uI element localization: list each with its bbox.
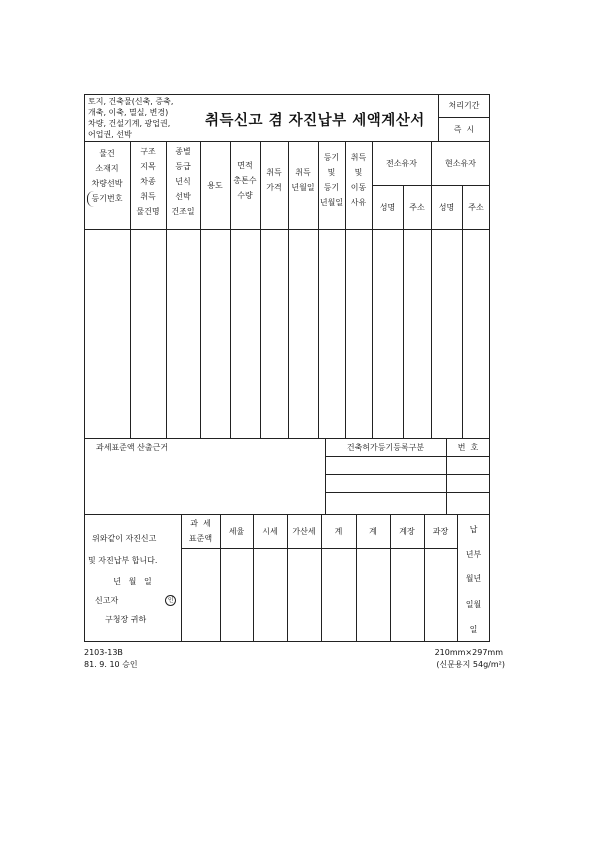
col-area (230, 158, 260, 203)
declaration-line-2: 및 자진납부 합니다. (88, 556, 158, 565)
col-prev-owner-name: 성명 (379, 203, 396, 212)
processing-period-label: 처리기간 (448, 101, 480, 110)
header-category-line-3: 차량, 건설기계, 광업권, (88, 119, 171, 128)
tax-col-standard-line-1: 과 세 (190, 519, 211, 528)
permit-category-label: 건축허가등기등록구분 (346, 443, 425, 452)
col-structure-line-5: 물건명 (136, 207, 160, 216)
col-registration-line-4: 년월일 (319, 198, 344, 207)
processing-period-value: 즉 시 (453, 125, 475, 134)
tax-col-city-tax: 시세 (262, 527, 278, 536)
declarant-label: 신고자 (95, 596, 119, 605)
tax-col-standard (181, 516, 220, 546)
col-registration-line-2: 및 (327, 168, 336, 177)
tax-col-surcharge: 가산세 (292, 527, 316, 536)
col-object-line-1: 물건 (99, 149, 115, 158)
col-object-line-4: 등기번호 (91, 194, 123, 203)
rule-col-11 (431, 141, 432, 438)
col-structure-line-2: 지목 (140, 162, 156, 171)
col-curr-owner-name: 성명 (438, 203, 455, 212)
col-price-line-2: 가격 (266, 183, 282, 192)
col-type-line-3: 년식 (175, 177, 191, 186)
rule-tax-header-bottom (181, 548, 457, 549)
paper-type: (신문용지 54g/m²) (436, 660, 505, 669)
col-prev-owner-address: 주소 (409, 203, 425, 212)
declaration-date: 년 월 일 (113, 577, 152, 586)
col-area-line-1: 면적 (237, 161, 253, 170)
form-number: 2103-13B (84, 648, 123, 657)
rule-processing-mid (438, 117, 490, 118)
declarant-row (95, 595, 176, 606)
col-type-line-4: 선박 (175, 192, 191, 201)
col-structure-line-3: 차종 (140, 177, 156, 186)
header-category-line-4: 어업권, 선박 (88, 130, 132, 139)
col-reason-line-3: 이동 (350, 183, 367, 192)
col-structure-line-4: 취득 (140, 192, 156, 201)
rule-col-9 (372, 141, 373, 438)
header-category-line-1: 토지, 건축물(신축, 증축, (88, 97, 174, 106)
page-title: 취득신고 겸 자진납부 세액계산서 (205, 112, 425, 129)
col-registration-line-1: 등기 (323, 153, 340, 162)
rule-header-bottom (84, 141, 490, 142)
col-prev-owner: 전소유자 (386, 159, 417, 168)
tax-col-director: 과장 (432, 527, 449, 536)
rule-basis-2 (325, 474, 490, 475)
col-type (166, 144, 200, 219)
rule-basis-1 (325, 456, 490, 457)
header-category-line-2: 개축, 이축, 멸실, 변경) (88, 108, 169, 117)
col-reason (345, 150, 372, 210)
tax-col-standard-line-2: 표준액 (188, 534, 213, 543)
col-registration (318, 150, 345, 210)
col-curr-owner: 현소유자 (445, 159, 476, 168)
rule-column-header-bottom (84, 229, 490, 230)
number-label: 번 호 (457, 443, 479, 452)
col-curr-owner-address: 주소 (468, 203, 484, 212)
paper-size: 210mm×297mm (434, 648, 503, 657)
col-date (288, 165, 318, 195)
tax-col-rate: 세율 (228, 527, 245, 536)
col-area-line-2: 총톤수 (233, 176, 257, 185)
tax-basis-label: 과세표준액 산출근거 (96, 443, 169, 452)
col-type-line-1: 종별 (175, 147, 191, 156)
col-price (260, 165, 288, 195)
payment-line-3: 월년 (465, 574, 482, 583)
seal-mark: 인 (165, 595, 176, 606)
rule-col-12 (462, 185, 463, 438)
payment-line-1: 납 (469, 525, 478, 534)
col-date-line-2: 년월일 (291, 183, 315, 192)
col-structure-line-1: 구조 (140, 147, 156, 156)
tax-col-chief: 계장 (399, 527, 415, 536)
col-registration-line-3: 등기 (323, 183, 340, 192)
col-object-line-2: 소재지 (95, 164, 119, 173)
col-reason-line-2: 및 (354, 168, 363, 177)
col-use: 용도 (207, 181, 223, 190)
col-reason-line-4: 사유 (350, 198, 367, 207)
rule-body-bottom (84, 438, 490, 439)
col-reason-line-1: 취득 (350, 153, 367, 162)
approval-date: 81. 9. 10 승인 (84, 660, 138, 669)
col-area-line-3: 수량 (237, 191, 253, 200)
col-structure (130, 144, 166, 219)
col-type-line-2: 등급 (175, 162, 191, 171)
payment-line-2: 년부 (465, 550, 482, 559)
addressee: 구청장 귀하 (105, 615, 147, 624)
col-type-line-5: 건조일 (171, 207, 195, 216)
col-price-line-1: 취득 (266, 168, 282, 177)
tax-col-total-1: 계 (334, 527, 343, 536)
rule-basis-3 (325, 492, 490, 493)
payment-line-4: 일월 (465, 600, 482, 609)
paren-mark (87, 191, 94, 207)
col-object-line-3: 차량선박 (91, 179, 123, 188)
rule-col-10 (403, 185, 404, 438)
tax-col-total-2: 계 (369, 527, 377, 536)
col-date-line-1: 취득 (295, 168, 311, 177)
payment-line-5: 일 (469, 625, 478, 634)
declaration-line-1: 위와같이 자진신고 (92, 534, 157, 543)
